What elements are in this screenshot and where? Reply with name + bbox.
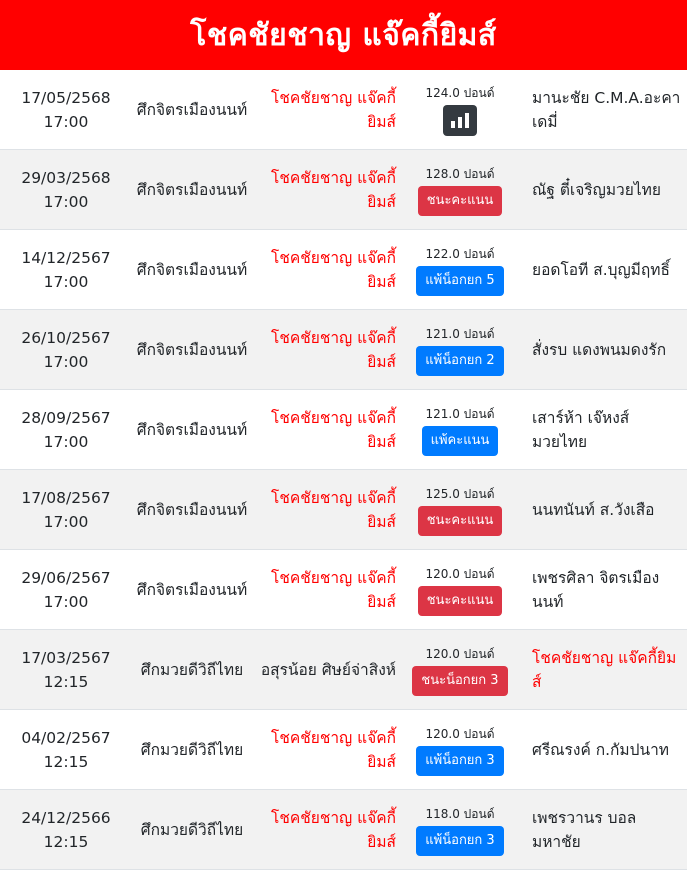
fight-date: 14/12/2567 <box>21 248 111 267</box>
fight-row <box>0 790 687 870</box>
fighter-left[interactable]: โชคชัยชาญ แจ๊คกี้ยิมส์ <box>271 168 396 211</box>
fight-time: 12:15 <box>43 672 89 691</box>
fighter-left[interactable]: โชคชัยชาญ แจ๊คกี้ยิมส์ <box>271 248 396 291</box>
fighter-left[interactable]: โชคชัยชาญ แจ๊คกี้ยิมส์ <box>271 328 396 371</box>
fight-weight: 121.0 ปอนด์ <box>425 326 495 341</box>
result-badge: แพ้คะแนน <box>422 426 499 456</box>
fight-weight: 125.0 ปอนด์ <box>425 486 495 501</box>
fight-row <box>0 230 687 310</box>
fight-time: 17:00 <box>43 592 89 611</box>
fight-event: ศึกจิตรเมืองนนท์ <box>136 100 248 119</box>
fight-result-cell <box>400 564 520 616</box>
fight-result-cell <box>400 244 520 296</box>
fighter-right[interactable]: มานะชัย C.M.A.อะคาเดมี่ <box>532 88 681 131</box>
fight-row <box>0 470 687 550</box>
fighter-right[interactable]: เพชรศิลา จิตรเมืองนนท์ <box>532 568 660 611</box>
fight-date-cell <box>0 806 132 854</box>
fight-event: ศึกจิตรเมืองนนท์ <box>136 500 248 519</box>
fight-date: 17/08/2567 <box>21 488 111 507</box>
page-title: โชคชัยชาญ แจ๊คกี้ยิมส์ <box>190 17 497 53</box>
fight-date-cell <box>0 486 132 534</box>
fight-event: ศึกจิตรเมืองนนท์ <box>136 340 248 359</box>
fight-result-cell <box>400 404 520 456</box>
fighter-right[interactable]: โชคชัยชาญ แจ๊คกี้ยิมส์ <box>532 648 677 691</box>
fight-date: 04/02/2567 <box>21 728 111 747</box>
fight-time: 17:00 <box>43 432 89 451</box>
fight-event: ศึกมวยดีวิถีไทย <box>140 820 244 839</box>
fight-weight: 120.0 ปอนด์ <box>425 726 495 741</box>
fight-event: ศึกจิตรเมืองนนท์ <box>136 420 248 439</box>
fight-event: ศึกจิตรเมืองนนท์ <box>136 260 248 279</box>
bar-chart-icon-bar <box>451 121 455 128</box>
bar-chart-icon-bar <box>465 113 469 128</box>
fight-date-cell <box>0 246 132 294</box>
fight-time: 17:00 <box>43 192 89 211</box>
fight-weight: 118.0 ปอนด์ <box>425 806 495 821</box>
fight-date: 17/03/2567 <box>21 648 111 667</box>
fight-event: ศึกจิตรเมืองนนท์ <box>136 180 248 199</box>
fight-time: 17:00 <box>43 272 89 291</box>
fight-result-cell <box>400 164 520 216</box>
fight-result-cell <box>400 724 520 776</box>
fighter-left[interactable]: โชคชัยชาญ แจ๊คกี้ยิมส์ <box>271 728 396 771</box>
result-badge: แพ้น็อกยก 3 <box>416 826 503 856</box>
fight-date-cell <box>0 86 132 134</box>
fight-event: ศึกมวยดีวิถีไทย <box>140 660 244 679</box>
fighter-right[interactable]: นนทนันท์ ส.วังเสือ <box>532 500 655 519</box>
fight-weight: 120.0 ปอนด์ <box>425 566 495 581</box>
fighter-right[interactable]: สั่งรบ แดงพนมดงรัก <box>532 340 667 359</box>
fight-date-cell <box>0 326 132 374</box>
fight-date: 26/10/2567 <box>21 328 111 347</box>
fight-weight: 124.0 ปอนด์ <box>425 86 495 100</box>
fight-date: 29/06/2567 <box>21 568 111 587</box>
fighter-right[interactable]: ณัฐ ตี๋เจริญมวยไทย <box>532 180 661 199</box>
fight-date-cell <box>0 566 132 614</box>
fight-time: 12:15 <box>43 832 89 851</box>
result-badge: ชนะคะแนน <box>418 186 503 216</box>
fight-date-cell <box>0 646 132 694</box>
fighter-left[interactable]: โชคชัยชาญ แจ๊คกี้ยิมส์ <box>271 88 396 131</box>
fight-time: 17:00 <box>43 352 89 371</box>
fight-result-cell <box>400 804 520 856</box>
fight-row <box>0 390 687 470</box>
fight-time: 17:00 <box>43 512 89 531</box>
fighter-left[interactable]: โชคชัยชาญ แจ๊คกี้ยิมส์ <box>271 808 396 851</box>
fighter-right[interactable]: ยอดโอที ส.บุญมีฤทธิ์ <box>532 260 670 279</box>
result-badge: แพ้น็อกยก 5 <box>416 266 503 296</box>
bar-chart-icon-bar <box>458 117 462 128</box>
fighter-left[interactable]: อสุรน้อย ศิษย์จ่าสิงห์ <box>260 660 396 679</box>
fight-list <box>0 70 687 870</box>
fight-result-cell <box>400 644 520 696</box>
fight-weight: 122.0 ปอนด์ <box>425 246 495 261</box>
fight-row <box>0 70 687 150</box>
result-badge: แพ้น็อกยก 3 <box>416 746 503 776</box>
fighter-left[interactable]: โชคชัยชาญ แจ๊คกี้ยิมส์ <box>271 408 396 451</box>
fight-date: 24/12/2566 <box>21 808 111 827</box>
fighter-right[interactable]: เสาร์ห้า เจ๊หงส์มวยไทย <box>532 408 630 451</box>
fight-row <box>0 710 687 790</box>
bar-chart-icon[interactable] <box>443 105 477 136</box>
fight-weight: 121.0 ปอนด์ <box>425 406 495 421</box>
fight-result-cell <box>400 83 520 136</box>
fighter-right[interactable]: เพชรวานร บอลมหาชัย <box>532 808 637 851</box>
result-badge: ชนะคะแนน <box>418 586 503 616</box>
fight-result-cell <box>400 324 520 376</box>
fight-time: 17:00 <box>43 112 89 131</box>
fight-row <box>0 310 687 390</box>
fight-weight: 128.0 ปอนด์ <box>425 166 495 181</box>
page-header <box>0 0 687 70</box>
fight-date-cell <box>0 726 132 774</box>
fight-date-cell <box>0 406 132 454</box>
fight-event: ศึกจิตรเมืองนนท์ <box>136 580 248 599</box>
result-badge: ชนะน็อกยก 3 <box>412 666 507 696</box>
fight-time: 12:15 <box>43 752 89 771</box>
fighter-right[interactable]: ศรีณรงค์ ก.กัมปนาท <box>532 740 670 759</box>
fight-date: 17/05/2568 <box>21 88 111 107</box>
fight-weight: 120.0 ปอนด์ <box>425 646 495 661</box>
fighter-left[interactable]: โชคชัยชาญ แจ๊คกี้ยิมส์ <box>271 568 396 611</box>
fight-result-cell <box>400 484 520 536</box>
fight-row <box>0 550 687 630</box>
fight-date: 29/03/2568 <box>21 168 111 187</box>
fighter-left[interactable]: โชคชัยชาญ แจ๊คกี้ยิมส์ <box>271 488 396 531</box>
result-badge: แพ้น็อกยก 2 <box>416 346 503 376</box>
fight-row <box>0 630 687 710</box>
fight-row <box>0 150 687 230</box>
fight-date-cell <box>0 166 132 214</box>
result-badge: ชนะคะแนน <box>418 506 503 536</box>
fight-event: ศึกมวยดีวิถีไทย <box>140 740 244 759</box>
fight-date: 28/09/2567 <box>21 408 111 427</box>
